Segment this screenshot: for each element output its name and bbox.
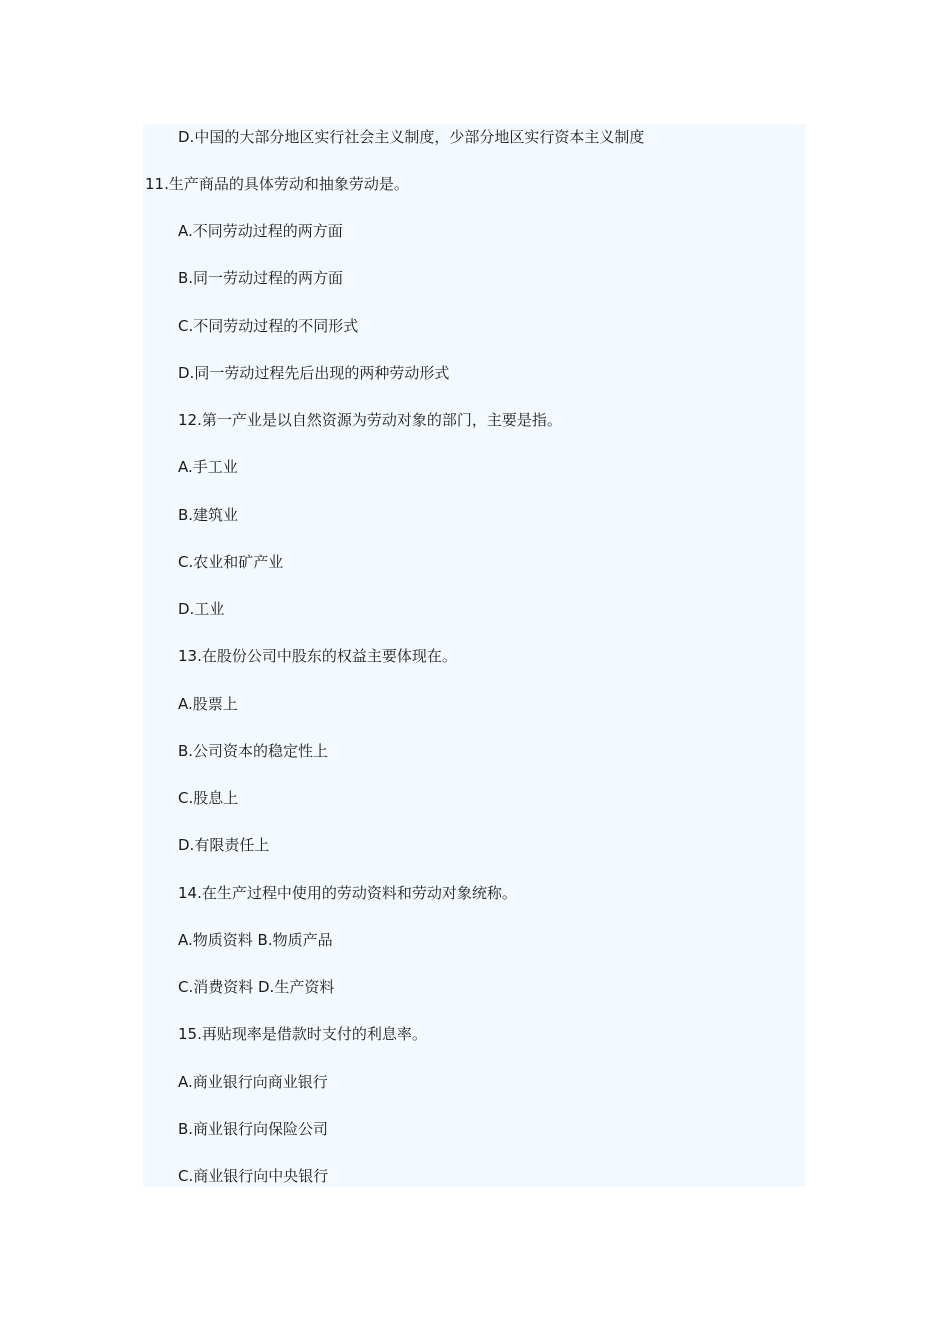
option-14-cd: C.消费资料 D.生产资料 bbox=[178, 978, 335, 996]
option-15-a: A.商业银行向商业银行 bbox=[178, 1073, 328, 1091]
question-11: 11.生产商品的具体劳动和抽象劳动是。 bbox=[145, 175, 409, 193]
option-11-c: C.不同劳动过程的不同形式 bbox=[178, 317, 359, 335]
option-11-a: A.不同劳动过程的两方面 bbox=[178, 222, 343, 240]
option-15-c: C.商业银行向中央银行 bbox=[178, 1167, 329, 1185]
option-12-b: B.建筑业 bbox=[178, 506, 239, 524]
option-13-c: C.股息上 bbox=[178, 789, 239, 807]
option-15-b: B.商业银行向保险公司 bbox=[178, 1120, 329, 1138]
option-10-d: D.中国的大部分地区实行社会主义制度，少部分地区实行资本主义制度 bbox=[178, 128, 645, 146]
question-14: 14.在生产过程中使用的劳动资料和劳动对象统称。 bbox=[178, 884, 517, 902]
question-15: 15.再贴现率是借款时支付的利息率。 bbox=[178, 1025, 427, 1043]
option-14-ab: A.物质资料 B.物质产品 bbox=[178, 931, 333, 949]
option-13-d: D.有限责任上 bbox=[178, 836, 270, 854]
option-11-d: D.同一劳动过程先后出现的两种劳动形式 bbox=[178, 364, 450, 382]
option-12-d: D.工业 bbox=[178, 600, 225, 618]
option-12-c: C.农业和矿产业 bbox=[178, 553, 284, 571]
question-12: 12.第一产业是以自然资源为劳动对象的部门，主要是指。 bbox=[178, 411, 562, 429]
option-13-b: B.公司资本的稳定性上 bbox=[178, 742, 329, 760]
option-11-b: B.同一劳动过程的两方面 bbox=[178, 269, 344, 287]
option-13-a: A.股票上 bbox=[178, 695, 238, 713]
option-12-a: A.手工业 bbox=[178, 458, 238, 476]
question-13: 13.在股份公司中股东的权益主要体现在。 bbox=[178, 647, 457, 665]
